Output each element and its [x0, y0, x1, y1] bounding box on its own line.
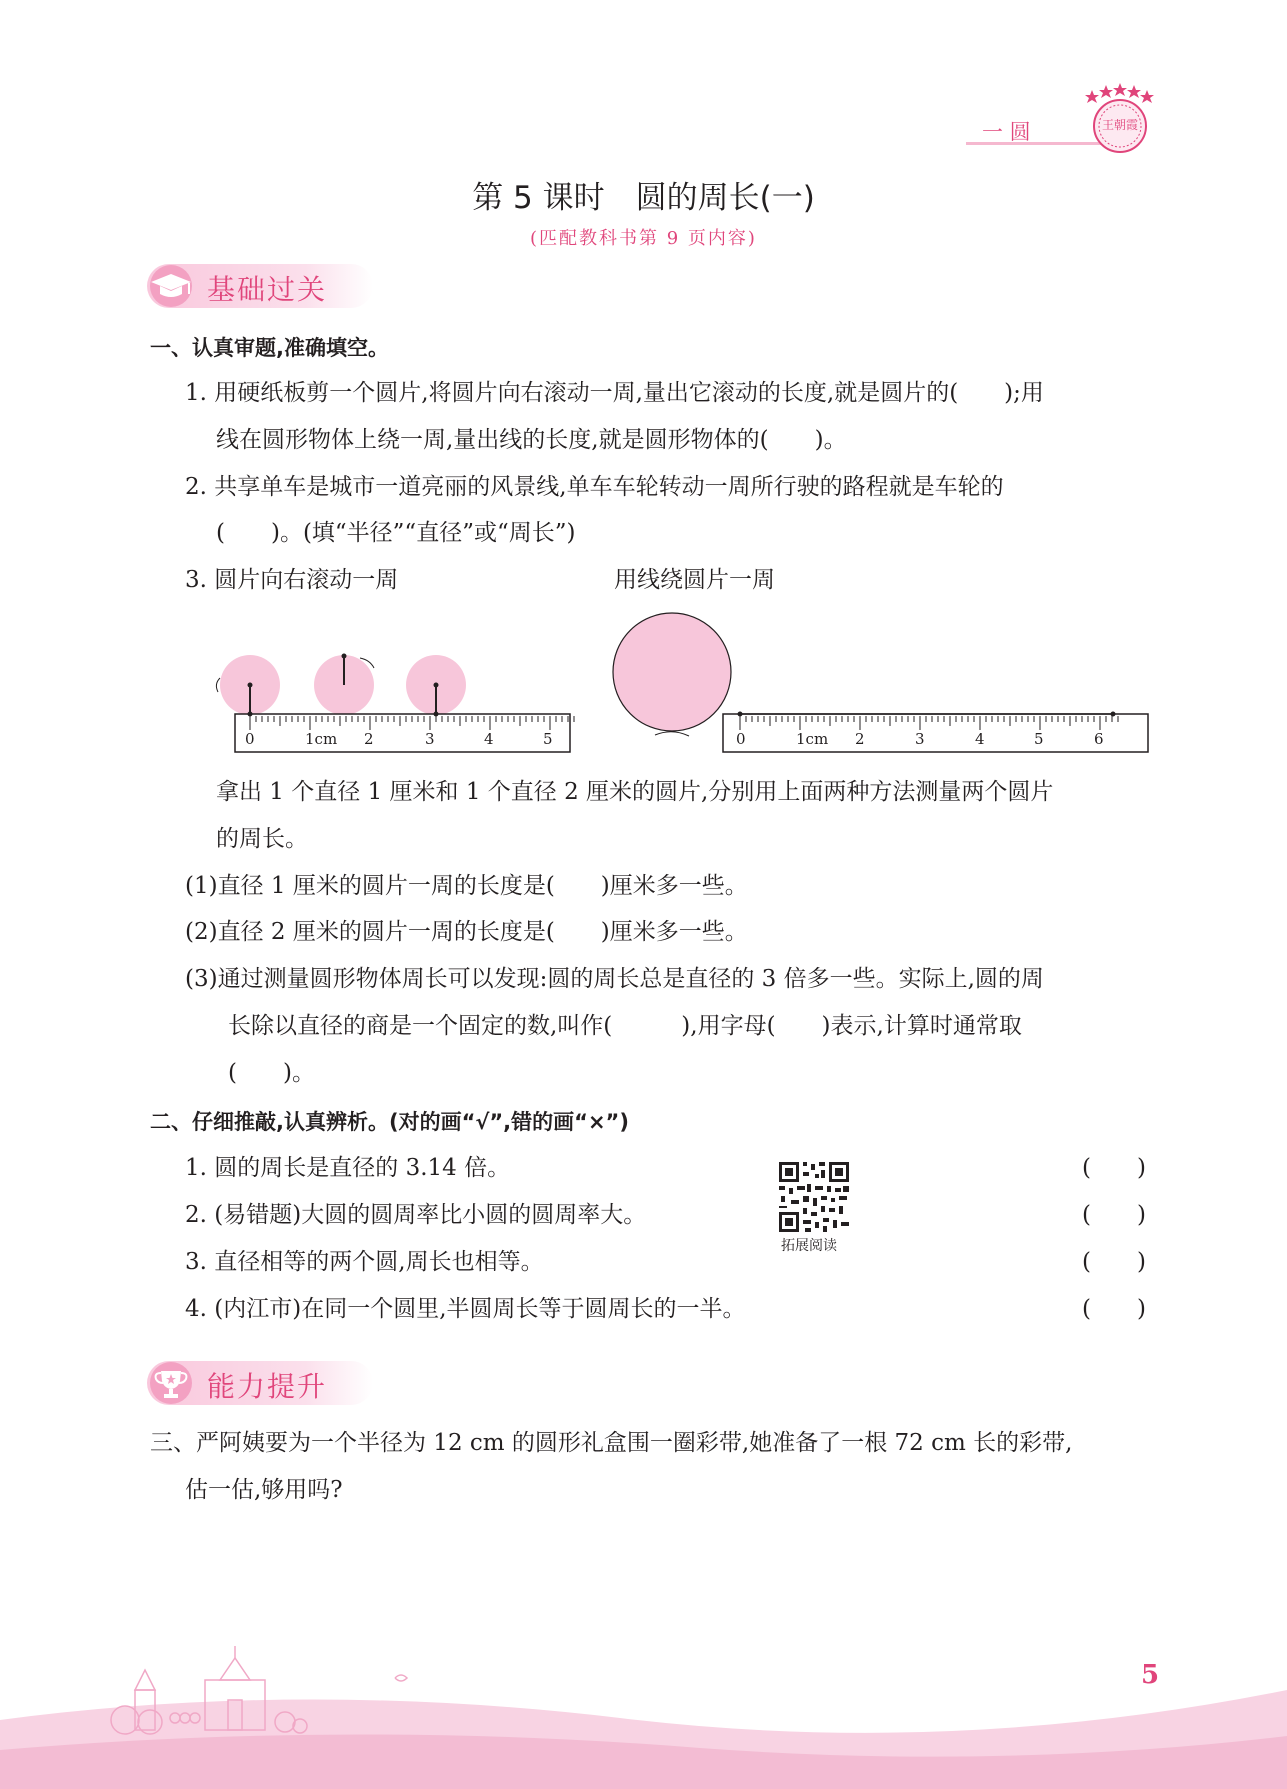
q3-sub1: (1)直径 1 厘米的圆片一周的长度是( )厘米多一些。: [185, 873, 748, 899]
part2-heading: 二、仔细推敲,认真辨析。(对的画“√”,错的画“×”): [150, 1110, 629, 1134]
answer-paren-3[interactable]: ( ): [1082, 1249, 1146, 1275]
q1-line1: 1. 用硬纸板剪一个圆片,将圆片向右滚动一周,量出它滚动的长度,就是圆片的( );用: [185, 380, 1044, 406]
ruler-left-label: 5: [543, 730, 553, 748]
page-title: 第 5 课时 圆的周长(一): [472, 180, 815, 216]
graduation-cap-icon: [147, 264, 199, 308]
rotate-arrow-icon: [216, 678, 220, 692]
footer-wave-decoration: [0, 1640, 1287, 1789]
trophy-icon: [147, 1361, 199, 1405]
q3-sub3-line1: (3)通过测量圆形物体周长可以发现:圆的周长总是直径的 3 倍多一些。实际上,圆的周: [185, 966, 1044, 992]
q3-sub3-line2: 长除以直径的商是一个固定的数,叫作( ),用字母( )表示,计算时通常取: [228, 1013, 1022, 1039]
ruler-left-label: 4: [484, 730, 494, 748]
ruler-left-label: 0: [245, 730, 255, 748]
publisher-logo: [1080, 82, 1156, 154]
ruler-right-label: 0: [736, 730, 746, 748]
section-title-ability: 能力提升: [207, 1370, 328, 1403]
string-circle-figure: [605, 610, 1165, 760]
ruler-right-label: 6: [1094, 730, 1104, 748]
big-pink-circle: [613, 613, 731, 731]
q2-line1: 2. 共享单车是城市一道亮丽的风景线,单车车轮转动一周所行驶的路程就是车轮的: [185, 474, 1004, 500]
qr-code-icon[interactable]: [777, 1160, 851, 1234]
ruler-left-label: 1cm: [305, 730, 338, 748]
rolling-circle-figure: [200, 640, 590, 760]
part3-line2: 估一估,够用吗?: [185, 1477, 343, 1503]
q2-line2: ( )。(填“半径”“直径”或“周长”): [216, 520, 576, 546]
page-subtitle: (匹配教科书第 9 页内容): [530, 228, 757, 249]
ruler-right-label: 3: [915, 730, 925, 748]
ruler-left-label: 2: [364, 730, 374, 748]
page-number: 5: [1141, 1660, 1160, 1690]
judge-item-1: 1. 圆的周长是直径的 3.14 倍。: [185, 1155, 511, 1181]
ruler-right-label: 2: [855, 730, 865, 748]
q3-label-left: 3. 圆片向右滚动一周: [185, 567, 399, 593]
ruler-left-label: 3: [425, 730, 435, 748]
q1-line2: 线在圆形物体上绕一周,量出线的长度,就是圆形物体的( )。: [216, 427, 847, 453]
qr-label: 拓展阅读: [781, 1238, 837, 1254]
part3-line1: 三、严阿姨要为一个半径为 12 cm 的圆形礼盒围一圈彩带,她准备了一根 72 cm 长的彩带,: [150, 1430, 1073, 1456]
ruler-right-label: 5: [1034, 730, 1044, 748]
q3-text2: 的周长。: [216, 826, 308, 852]
q3-text1: 拿出 1 个直径 1 厘米和 1 个直径 2 厘米的圆片,分别用上面两种方法测量两个圆片: [216, 779, 1054, 805]
ruler-right-label: 4: [975, 730, 985, 748]
section-badge-basic: [147, 264, 373, 308]
q3-sub3-line3: ( )。: [228, 1060, 315, 1086]
part1-heading: 一、认真审题,准确填空。: [150, 336, 389, 360]
judge-item-3: 3. 直径相等的两个圆,周长也相等。: [185, 1249, 544, 1275]
answer-paren-4[interactable]: ( ): [1082, 1296, 1146, 1322]
header-unit-label: 一 圆: [982, 120, 1031, 144]
judge-item-4: 4. (内江市)在同一个圆里,半圆周长等于圆周长的一半。: [185, 1296, 746, 1322]
q3-sub2: (2)直径 2 厘米的圆片一周的长度是( )厘米多一些。: [185, 919, 748, 945]
judge-item-2: 2. (易错题)大圆的圆周率比小圆的圆周率大。: [185, 1202, 647, 1228]
section-title-basic: 基础过关: [207, 273, 328, 306]
section-badge-ability: [147, 1361, 373, 1405]
answer-paren-1[interactable]: ( ): [1082, 1155, 1146, 1181]
q3-label-right: 用线绕圆片一周: [614, 567, 775, 593]
answer-paren-2[interactable]: ( ): [1082, 1202, 1146, 1228]
ruler-right-label: 1cm: [796, 730, 829, 748]
ruler-right: [723, 714, 1148, 752]
logo-text: 王朝霞: [1102, 118, 1139, 132]
